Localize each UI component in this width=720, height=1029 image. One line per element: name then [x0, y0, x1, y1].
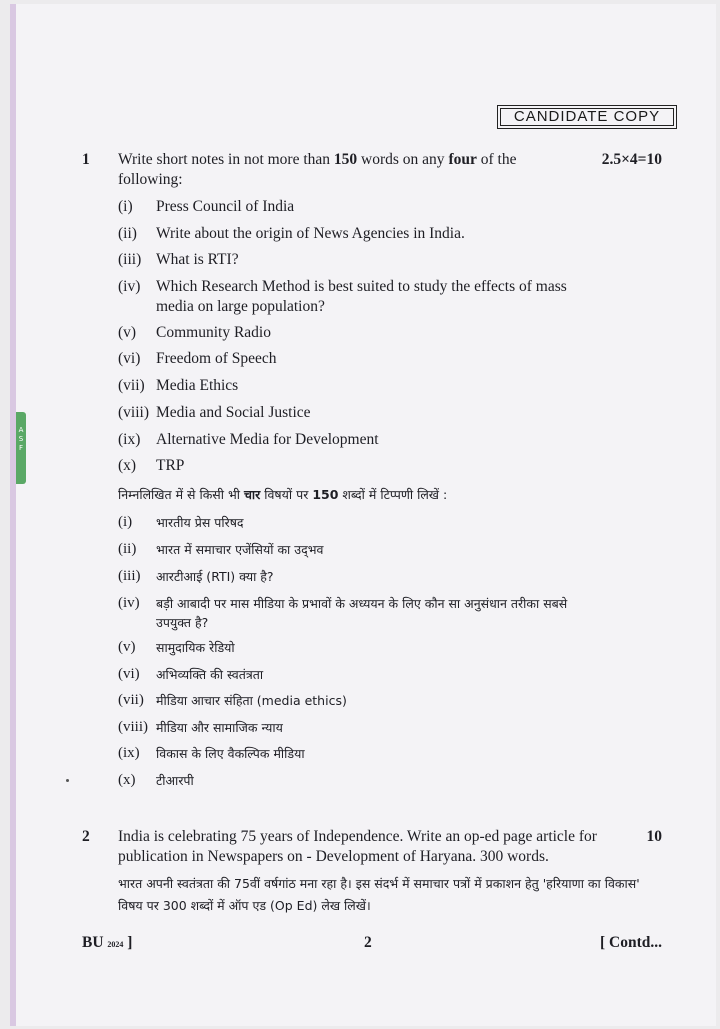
item-label: (ix) [118, 431, 141, 448]
list-item [118, 403, 588, 423]
item-label: (viii) [118, 719, 148, 735]
hindi-question-stem [118, 484, 658, 506]
list-item [118, 224, 588, 244]
paper-code: BU [82, 934, 104, 951]
hindi-list-item [118, 540, 588, 559]
item-label: (v) [118, 639, 136, 655]
item-label: (v) [118, 324, 137, 341]
hindi-list-item [118, 771, 588, 790]
hindi-stem-part: विषयों पर [260, 487, 313, 502]
item-text: अभिव्यक्ति की स्वतंत्रता [156, 667, 264, 682]
item-text: टीआरपी [156, 773, 194, 788]
footer-bracket: ] [127, 934, 133, 951]
item-label: (vi) [118, 666, 140, 682]
item-text: भारतीय प्रेस परिषद [156, 515, 244, 530]
item-label: (iv) [118, 278, 141, 295]
item-label: (iii) [118, 251, 142, 268]
item-text: मीडिया आचार संहिता (media ethics) [156, 693, 347, 708]
hindi-list-item [118, 638, 588, 657]
item-label: (vii) [118, 377, 145, 394]
question-marks: 10 [646, 828, 662, 845]
stem-part: of the following: [118, 151, 517, 188]
stem-part: words on any [357, 151, 449, 168]
item-text: Community Radio [156, 324, 271, 341]
hindi-list-item [118, 513, 588, 532]
exam-page [10, 4, 716, 1026]
item-text: Write about the origin of News Agencies in India. [156, 225, 465, 242]
item-label: (viii) [118, 404, 149, 421]
stem-bold-count: 150 [333, 151, 358, 168]
item-text: Media Ethics [156, 377, 239, 394]
footer-code [82, 934, 132, 952]
list-item [118, 456, 588, 476]
question-stem: India is celebrating 75 years of Independence. Write an op-ed page article for publication in Newspapers on - Development of Haryana. 300 words. [118, 828, 597, 865]
question-stem [118, 150, 578, 190]
list-item [118, 323, 588, 343]
item-text: What is RTI? [156, 251, 239, 268]
item-label: (i) [118, 514, 133, 530]
list-item [118, 250, 588, 270]
item-text: सामुदायिक रेडियो [156, 640, 235, 655]
hindi-list-item [118, 744, 588, 763]
candidate-copy-stamp [497, 105, 677, 129]
item-label: (i) [118, 198, 133, 215]
continued-label: [ Contd... [599, 934, 662, 951]
hindi-stem-part: शब्दों में टिप्पणी लिखें : [338, 487, 448, 502]
scan-speck [66, 779, 69, 782]
question-marks: 2.5×4=10 [601, 151, 662, 168]
item-text: TRP [156, 457, 185, 474]
item-label: (ix) [118, 745, 140, 761]
item-label: (x) [118, 772, 136, 788]
list-item [118, 197, 588, 217]
item-label: (ii) [118, 225, 137, 242]
item-text: मीडिया और सामाजिक न्याय [156, 720, 283, 735]
stem-part: Write short notes in not more than [118, 151, 334, 168]
side-tab-text: A S F [18, 426, 24, 452]
hindi-stem-bold-count: 150 [312, 487, 339, 502]
hindi-list-item [118, 567, 588, 586]
stem-bold-four: four [448, 151, 477, 168]
list-item [118, 430, 588, 450]
item-label: (vii) [118, 692, 144, 708]
item-label: (ii) [118, 541, 137, 557]
item-text: आरटीआई (RTI) क्या है? [156, 569, 274, 584]
hindi-stem-part: निम्नलिखित में से किसी भी [118, 487, 244, 502]
item-text: Which Research Method is best suited to study the effects of mass media on large population? [156, 278, 567, 315]
question-number: 1 [82, 151, 90, 168]
hindi-list-item [118, 718, 588, 737]
stamp-text: CANDIDATE COPY [500, 108, 674, 126]
paper-year: 2024 [107, 940, 124, 949]
hindi-stem-bold: चार [243, 487, 261, 502]
item-label: (iv) [118, 595, 140, 611]
item-text: Media and Social Justice [156, 404, 311, 421]
hindi-list-item [118, 691, 588, 710]
question-number: 2 [82, 828, 90, 845]
item-text: Press Council of India [156, 198, 295, 215]
item-text: बड़ी आबादी पर मास मीडिया के प्रभावों के अध्ययन के लिए कौन सा अनुसंधान तरीका सबसे उपयुक्त है? [156, 596, 568, 630]
item-text: Freedom of Speech [156, 350, 277, 367]
item-label: (x) [118, 457, 137, 474]
item-text: भारत में समाचार एजेंसियों का उद्‌भव [156, 542, 324, 557]
list-item [118, 376, 588, 396]
item-label: (iii) [118, 568, 141, 584]
hindi-question-stem: भारत अपनी स्वतंत्रता की 75वीं वर्षगांठ मना रहा है। इस संदर्भ में समाचार पत्रों में प्रकाशन हेतु 'हरियाणा का विकास' विषय पर 300 शब्दों में ऑप एड (Op Ed) लेख लिखें। [118, 876, 640, 913]
list-item [118, 277, 588, 317]
item-text: Alternative Media for Development [156, 431, 379, 448]
hindi-list-item [118, 594, 588, 632]
item-label: (vi) [118, 350, 141, 367]
page-number: 2 [364, 934, 372, 951]
hindi-list-item [118, 665, 588, 684]
list-item [118, 349, 588, 369]
item-text: विकास के लिए वैकल्पिक मीडिया [156, 746, 305, 761]
side-tab [16, 412, 26, 484]
